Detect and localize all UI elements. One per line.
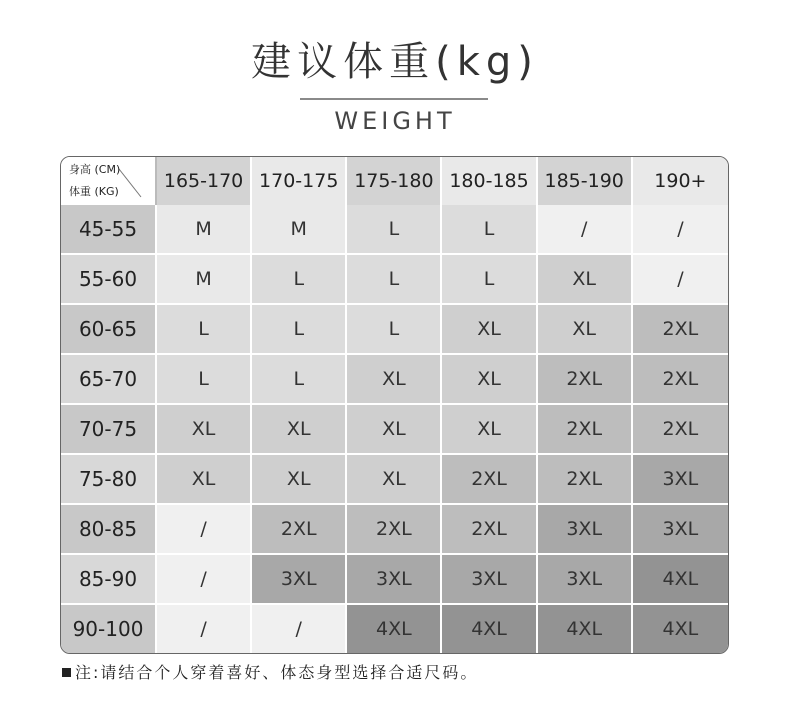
size-cell: L bbox=[347, 305, 442, 355]
size-cell: 2XL bbox=[538, 405, 633, 455]
size-cell: L bbox=[252, 305, 347, 355]
size-cell: / bbox=[157, 555, 252, 605]
corner-height-label: 身高 (CM) bbox=[69, 163, 121, 176]
size-cell: 2XL bbox=[538, 455, 633, 505]
size-cell: 2XL bbox=[442, 505, 537, 555]
size-cell: 4XL bbox=[633, 555, 728, 605]
corner-cell bbox=[61, 157, 157, 205]
size-cell: XL bbox=[347, 455, 442, 505]
size-cell: 4XL bbox=[538, 605, 633, 653]
weight-row-label: 90-100 bbox=[61, 605, 157, 653]
height-header: 185-190 bbox=[538, 157, 633, 205]
size-chart-table bbox=[60, 156, 729, 654]
size-cell: L bbox=[157, 355, 252, 405]
page-subtitle: WEIGHT bbox=[334, 107, 456, 135]
height-header: 165-170 bbox=[157, 157, 252, 205]
size-cell: 4XL bbox=[442, 605, 537, 653]
weight-row-label: 80-85 bbox=[61, 505, 157, 555]
size-cell: XL bbox=[442, 405, 537, 455]
size-cell: 2XL bbox=[633, 405, 728, 455]
size-cell: XL bbox=[538, 255, 633, 305]
size-cell: L bbox=[252, 255, 347, 305]
size-cell: / bbox=[538, 205, 633, 255]
size-cell: M bbox=[157, 205, 252, 255]
size-cell: M bbox=[157, 255, 252, 305]
size-cell: / bbox=[633, 205, 728, 255]
size-cell: XL bbox=[442, 355, 537, 405]
size-cell: 3XL bbox=[538, 555, 633, 605]
table-row bbox=[61, 255, 728, 305]
weight-row-label: 75-80 bbox=[61, 455, 157, 505]
size-cell: 2XL bbox=[633, 305, 728, 355]
size-cell: 2XL bbox=[347, 505, 442, 555]
size-cell: L bbox=[347, 205, 442, 255]
size-cell: XL bbox=[347, 355, 442, 405]
size-cell: 2XL bbox=[252, 505, 347, 555]
size-cell: 4XL bbox=[633, 605, 728, 653]
size-cell: 2XL bbox=[633, 355, 728, 405]
sizing-note bbox=[62, 660, 478, 683]
title-divider bbox=[300, 98, 488, 100]
size-cell: XL bbox=[252, 455, 347, 505]
table-row bbox=[61, 555, 728, 605]
weight-row-label: 55-60 bbox=[61, 255, 157, 305]
weight-row-label: 85-90 bbox=[61, 555, 157, 605]
sizing-note-text: 注:请结合个人穿着喜好、体态身型选择合适尺码。 bbox=[75, 663, 479, 682]
table-row bbox=[61, 505, 728, 555]
size-cell: 3XL bbox=[633, 505, 728, 555]
size-cell: / bbox=[157, 505, 252, 555]
weight-row-label: 45-55 bbox=[61, 205, 157, 255]
table-row bbox=[61, 405, 728, 455]
size-cell: 2XL bbox=[538, 355, 633, 405]
size-cell: 4XL bbox=[347, 605, 442, 653]
corner-weight-label: 体重 (KG) bbox=[69, 185, 119, 198]
size-cell: 3XL bbox=[633, 455, 728, 505]
size-cell: 3XL bbox=[442, 555, 537, 605]
size-cell: 2XL bbox=[442, 455, 537, 505]
size-cell: XL bbox=[252, 405, 347, 455]
table-row bbox=[61, 605, 728, 653]
table-row bbox=[61, 355, 728, 405]
height-header: 190+ bbox=[633, 157, 728, 205]
size-cell: XL bbox=[157, 455, 252, 505]
table-row bbox=[61, 205, 728, 255]
size-cell: L bbox=[157, 305, 252, 355]
height-header: 175-180 bbox=[347, 157, 442, 205]
height-header: 170-175 bbox=[252, 157, 347, 205]
size-cell: L bbox=[442, 205, 537, 255]
weight-row-label: 70-75 bbox=[61, 405, 157, 455]
size-cell: / bbox=[252, 605, 347, 653]
size-cell: L bbox=[347, 255, 442, 305]
height-header: 180-185 bbox=[442, 157, 537, 205]
size-cell: 3XL bbox=[538, 505, 633, 555]
size-cell: 3XL bbox=[347, 555, 442, 605]
weight-row-label: 60-65 bbox=[61, 305, 157, 355]
table-row bbox=[61, 455, 728, 505]
size-cell: 3XL bbox=[252, 555, 347, 605]
size-cell: L bbox=[252, 355, 347, 405]
table-row bbox=[61, 305, 728, 355]
size-cell: XL bbox=[442, 305, 537, 355]
weight-row-label: 65-70 bbox=[61, 355, 157, 405]
header-row bbox=[61, 157, 728, 205]
size-cell: M bbox=[252, 205, 347, 255]
size-cell: / bbox=[157, 605, 252, 653]
size-cell: XL bbox=[538, 305, 633, 355]
size-cell: XL bbox=[347, 405, 442, 455]
square-bullet-icon bbox=[62, 668, 71, 677]
size-cell: L bbox=[442, 255, 537, 305]
page-title: 建议体重(kg) bbox=[251, 39, 539, 85]
size-cell: / bbox=[633, 255, 728, 305]
size-cell: XL bbox=[157, 405, 252, 455]
